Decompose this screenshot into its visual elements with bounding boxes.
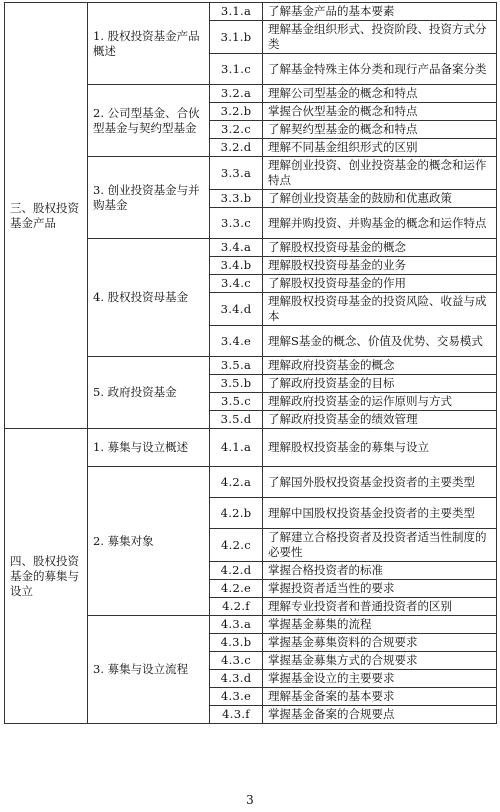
item-code-cell: 3.3.c <box>210 208 263 239</box>
syllabus-table-body <box>5 3 497 724</box>
item-description-cell: 了解政府投资基金的目标 <box>263 375 497 393</box>
item-description-cell: 掌握基金募集资料的合规要求 <box>263 634 497 652</box>
item-description-cell: 掌握合伙型基金的概念和特点 <box>263 103 497 121</box>
item-code-cell: 3.4.d <box>210 293 263 326</box>
item-code-cell: 3.1.a <box>210 3 263 21</box>
item-code-cell: 3.2.b <box>210 103 263 121</box>
item-code-cell: 4.2.c <box>210 529 263 562</box>
table-row <box>5 3 497 21</box>
item-description-cell: 了解国外股权投资基金投资者的主要类型 <box>263 467 497 498</box>
topic-title-cell: 2. 公司型基金、合伙型基金与契约型基金 <box>88 85 210 157</box>
item-description-cell: 理解并购投资、并购基金的概念和运作特点 <box>263 208 497 239</box>
item-description-cell: 掌握投资者适当性的要求 <box>263 580 497 598</box>
item-code-cell: 3.5.d <box>210 411 263 429</box>
item-code-cell: 4.2.b <box>210 498 263 529</box>
item-code-cell: 3.4.a <box>210 239 263 257</box>
item-code-cell: 3.2.c <box>210 121 263 139</box>
item-code-cell: 3.5.a <box>210 357 263 375</box>
topic-title-cell: 2. 募集对象 <box>88 467 210 616</box>
item-description-cell: 了解政府投资基金的绩效管理 <box>263 411 497 429</box>
item-code-cell: 4.1.a <box>210 429 263 467</box>
item-code-cell: 4.2.f <box>210 598 263 616</box>
item-code-cell: 4.2.a <box>210 467 263 498</box>
item-description-cell: 了解契约型基金的概念和特点 <box>263 121 497 139</box>
topic-title-cell: 1. 募集与设立概述 <box>88 429 210 467</box>
item-code-cell: 4.2.e <box>210 580 263 598</box>
item-description-cell: 掌握基金设立的主要要求 <box>263 670 497 688</box>
item-code-cell: 3.4.c <box>210 275 263 293</box>
item-code-cell: 3.3.a <box>210 157 263 190</box>
item-description-cell: 理解股权投资母基金的业务 <box>263 257 497 275</box>
section-title-cell: 四、股权投资基金的募集与设立 <box>5 429 88 724</box>
item-description-cell: 了解建立合格投资者及投资者适当性制度的必要性 <box>263 529 497 562</box>
page-number: 3 <box>246 793 254 807</box>
item-code-cell: 4.3.d <box>210 670 263 688</box>
item-code-cell: 3.4.e <box>210 326 263 357</box>
item-description-cell: 了解基金产品的基本要素 <box>263 3 497 21</box>
item-description-cell: 理解专业投资者和普通投资者的区别 <box>263 598 497 616</box>
syllabus-table <box>4 2 497 724</box>
item-description-cell: 理解公司型基金的概念和特点 <box>263 85 497 103</box>
item-description-cell: 掌握合格投资者的标准 <box>263 562 497 580</box>
item-code-cell: 4.3.a <box>210 616 263 634</box>
item-code-cell: 3.2.a <box>210 85 263 103</box>
topic-title-cell: 1. 股权投资基金产品概述 <box>88 3 210 85</box>
item-description-cell: 掌握基金募集的流程 <box>263 616 497 634</box>
item-description-cell: 理解政府投资基金的运作原则与方式 <box>263 393 497 411</box>
topic-title-cell: 3. 创业投资基金与并购基金 <box>88 157 210 239</box>
item-code-cell: 4.2.d <box>210 562 263 580</box>
item-description-cell: 理解基金组织形式、投资阶段、投资方式分类 <box>263 21 497 54</box>
topic-title-cell: 3. 募集与设立流程 <box>88 616 210 724</box>
topic-title-cell: 5. 政府投资基金 <box>88 357 210 429</box>
table-row <box>5 429 497 467</box>
item-description-cell: 理解中国股权投资基金投资者的主要类型 <box>263 498 497 529</box>
item-code-cell: 3.5.b <box>210 375 263 393</box>
item-description-cell: 理解股权投资母基金的投资风险、收益与成本 <box>263 293 497 326</box>
item-description-cell: 掌握基金备案的合规要点 <box>263 706 497 724</box>
item-description-cell: 理解基金备案的基本要求 <box>263 688 497 706</box>
item-description-cell: 理解S基金的概念、价值及优势、交易模式 <box>263 326 497 357</box>
item-code-cell: 3.2.d <box>210 139 263 157</box>
item-description-cell: 理解股权投资基金的募集与设立 <box>263 429 497 467</box>
topic-title-cell: 4. 股权投资母基金 <box>88 239 210 357</box>
item-code-cell: 4.3.c <box>210 652 263 670</box>
item-description-cell: 了解基金特殊主体分类和现行产品备案分类 <box>263 54 497 85</box>
item-code-cell: 3.1.b <box>210 21 263 54</box>
item-code-cell: 3.1.c <box>210 54 263 85</box>
item-description-cell: 理解政府投资基金的概念 <box>263 357 497 375</box>
item-code-cell: 4.3.e <box>210 688 263 706</box>
item-code-cell: 4.3.f <box>210 706 263 724</box>
item-description-cell: 理解不同基金组织形式的区别 <box>263 139 497 157</box>
item-code-cell: 4.3.b <box>210 634 263 652</box>
section-title-cell: 三、股权投资基金产品 <box>5 3 88 429</box>
item-description-cell: 了解股权投资母基金的概念 <box>263 239 497 257</box>
item-code-cell: 3.5.c <box>210 393 263 411</box>
item-code-cell: 3.4.b <box>210 257 263 275</box>
item-code-cell: 3.3.b <box>210 190 263 208</box>
item-description-cell: 理解创业投资、创业投资基金的概念和运作特点 <box>263 157 497 190</box>
item-description-cell: 掌握基金募集方式的合规要求 <box>263 652 497 670</box>
item-description-cell: 了解股权投资母基金的作用 <box>263 275 497 293</box>
item-description-cell: 了解创业投资基金的鼓励和优惠政策 <box>263 190 497 208</box>
